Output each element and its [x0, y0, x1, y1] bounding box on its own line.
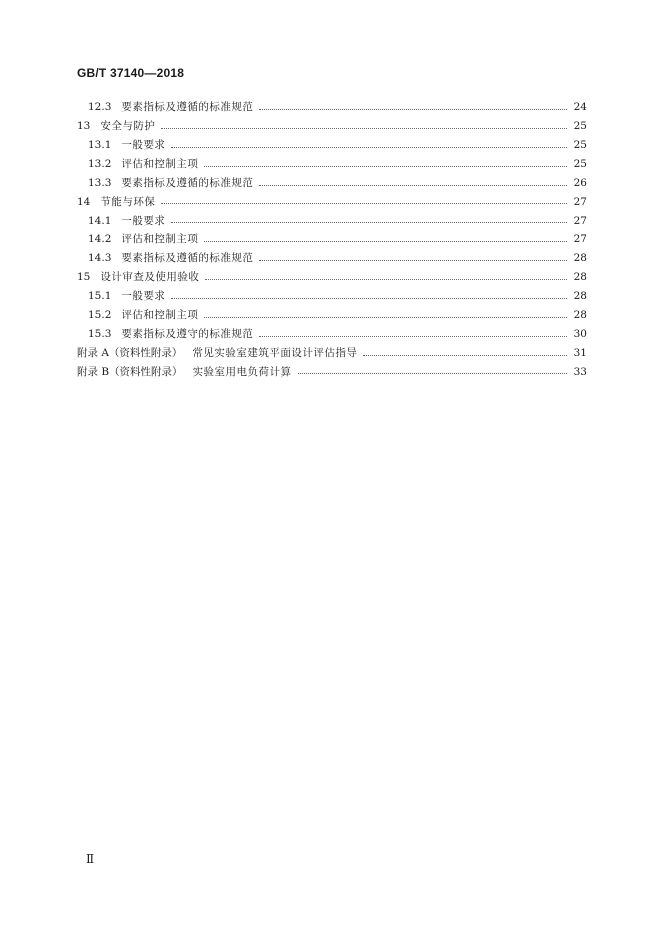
toc-entry[interactable] [77, 268, 587, 287]
toc-entry-page: 27 [573, 233, 587, 246]
toc-leader-dots [161, 128, 567, 129]
toc-entry-title: 要素指标及遵循的标准规范 [121, 252, 254, 265]
toc-entry-title: 实验室用电负荷计算 [192, 365, 292, 378]
toc-entry-title: 评估和控制主项 [121, 233, 199, 246]
toc-entry-page: 28 [573, 271, 587, 284]
toc-entry-title: 一般要求 [121, 290, 166, 303]
toc-entry-page: 27 [573, 214, 587, 227]
toc-leader-dots [204, 166, 567, 167]
toc-appendix-label: 附录 A（资料性附录） [77, 346, 183, 359]
toc-entry-title: 常见实验室建筑平面设计评估指导 [192, 346, 358, 359]
toc-entry-title: 节能与环保 [100, 195, 156, 208]
toc-leader-dots [171, 298, 567, 299]
toc-leader-dots [171, 147, 567, 148]
toc-entry-number: 15.2 [88, 308, 112, 321]
toc-entry-number: 15.1 [88, 290, 112, 303]
toc-entry-title: 安全与防护 [100, 120, 156, 133]
toc-entry[interactable] [77, 174, 587, 193]
toc-entry-page: 28 [573, 252, 587, 265]
toc-entry-title: 一般要求 [121, 214, 166, 227]
toc-entry-number: 13.2 [88, 157, 112, 170]
toc-entry-page: 30 [573, 327, 587, 340]
toc-entry[interactable] [77, 211, 587, 230]
toc-entry[interactable] [77, 230, 587, 249]
toc-entry-page: 25 [573, 138, 587, 151]
toc-entry-title: 要素指标及遵循的标准规范 [121, 176, 254, 189]
toc-entry-title: 要素指标及遵守的标准规范 [121, 327, 254, 340]
toc-entry-number: 15.3 [88, 327, 112, 340]
toc-leader-dots [204, 241, 567, 242]
toc-entry-page: 25 [573, 120, 587, 133]
toc-leader-dots [363, 355, 567, 356]
toc-entry-page: 25 [573, 157, 587, 170]
toc-entry-number: 13 [77, 120, 91, 133]
toc-entry[interactable] [77, 155, 587, 174]
toc-entry-number: 14.3 [88, 252, 112, 265]
toc-entry-number: 14 [77, 195, 91, 208]
toc-entry-title: 评估和控制主项 [121, 157, 199, 170]
toc-leader-dots [171, 222, 567, 223]
toc-entry-title: 一般要求 [121, 138, 166, 151]
toc-entry-number: 12.3 [88, 101, 112, 114]
toc-entry-page: 31 [573, 346, 587, 359]
toc-entry-title: 评估和控制主项 [121, 308, 199, 321]
table-of-contents [77, 98, 587, 381]
toc-appendix-entry[interactable] [77, 362, 587, 381]
toc-entry-number: 13.3 [88, 176, 112, 189]
toc-entry-page: 28 [573, 308, 587, 321]
toc-entry-number: 14.1 [88, 214, 112, 227]
toc-leader-dots [204, 317, 567, 318]
toc-entry[interactable] [77, 249, 587, 268]
toc-entry-title: 要素指标及遵循的标准规范 [121, 101, 254, 114]
toc-leader-dots [259, 185, 567, 186]
toc-entry[interactable] [77, 136, 587, 155]
toc-entry-number: 15 [77, 271, 91, 284]
toc-leader-dots [259, 260, 567, 261]
toc-entry[interactable] [77, 325, 587, 344]
toc-leader-dots [205, 279, 567, 280]
toc-leader-dots [161, 203, 567, 204]
page-number: Ⅱ [86, 852, 95, 866]
toc-leader-dots [259, 109, 567, 110]
toc-entry[interactable] [77, 117, 587, 136]
toc-entry-number: 13.1 [88, 138, 112, 151]
toc-leader-dots [259, 336, 567, 337]
toc-entry[interactable] [77, 287, 587, 306]
toc-entry-page: 27 [573, 195, 587, 208]
toc-entry-title: 设计审查及使用验收 [100, 271, 200, 284]
toc-entry-number: 14.2 [88, 233, 112, 246]
toc-entry[interactable] [77, 306, 587, 325]
toc-leader-dots [298, 373, 567, 374]
toc-appendix-label: 附录 B（资料性附录） [77, 365, 183, 378]
toc-entry-page: 28 [573, 290, 587, 303]
toc-entry-page: 26 [573, 176, 587, 189]
toc-entry[interactable] [77, 98, 587, 117]
document-id-header: GB/T 37140—2018 [77, 66, 185, 80]
toc-entry[interactable] [77, 192, 587, 211]
toc-entry-page: 33 [573, 365, 587, 378]
toc-entry-page: 24 [573, 101, 587, 114]
toc-appendix-entry[interactable] [77, 344, 587, 363]
